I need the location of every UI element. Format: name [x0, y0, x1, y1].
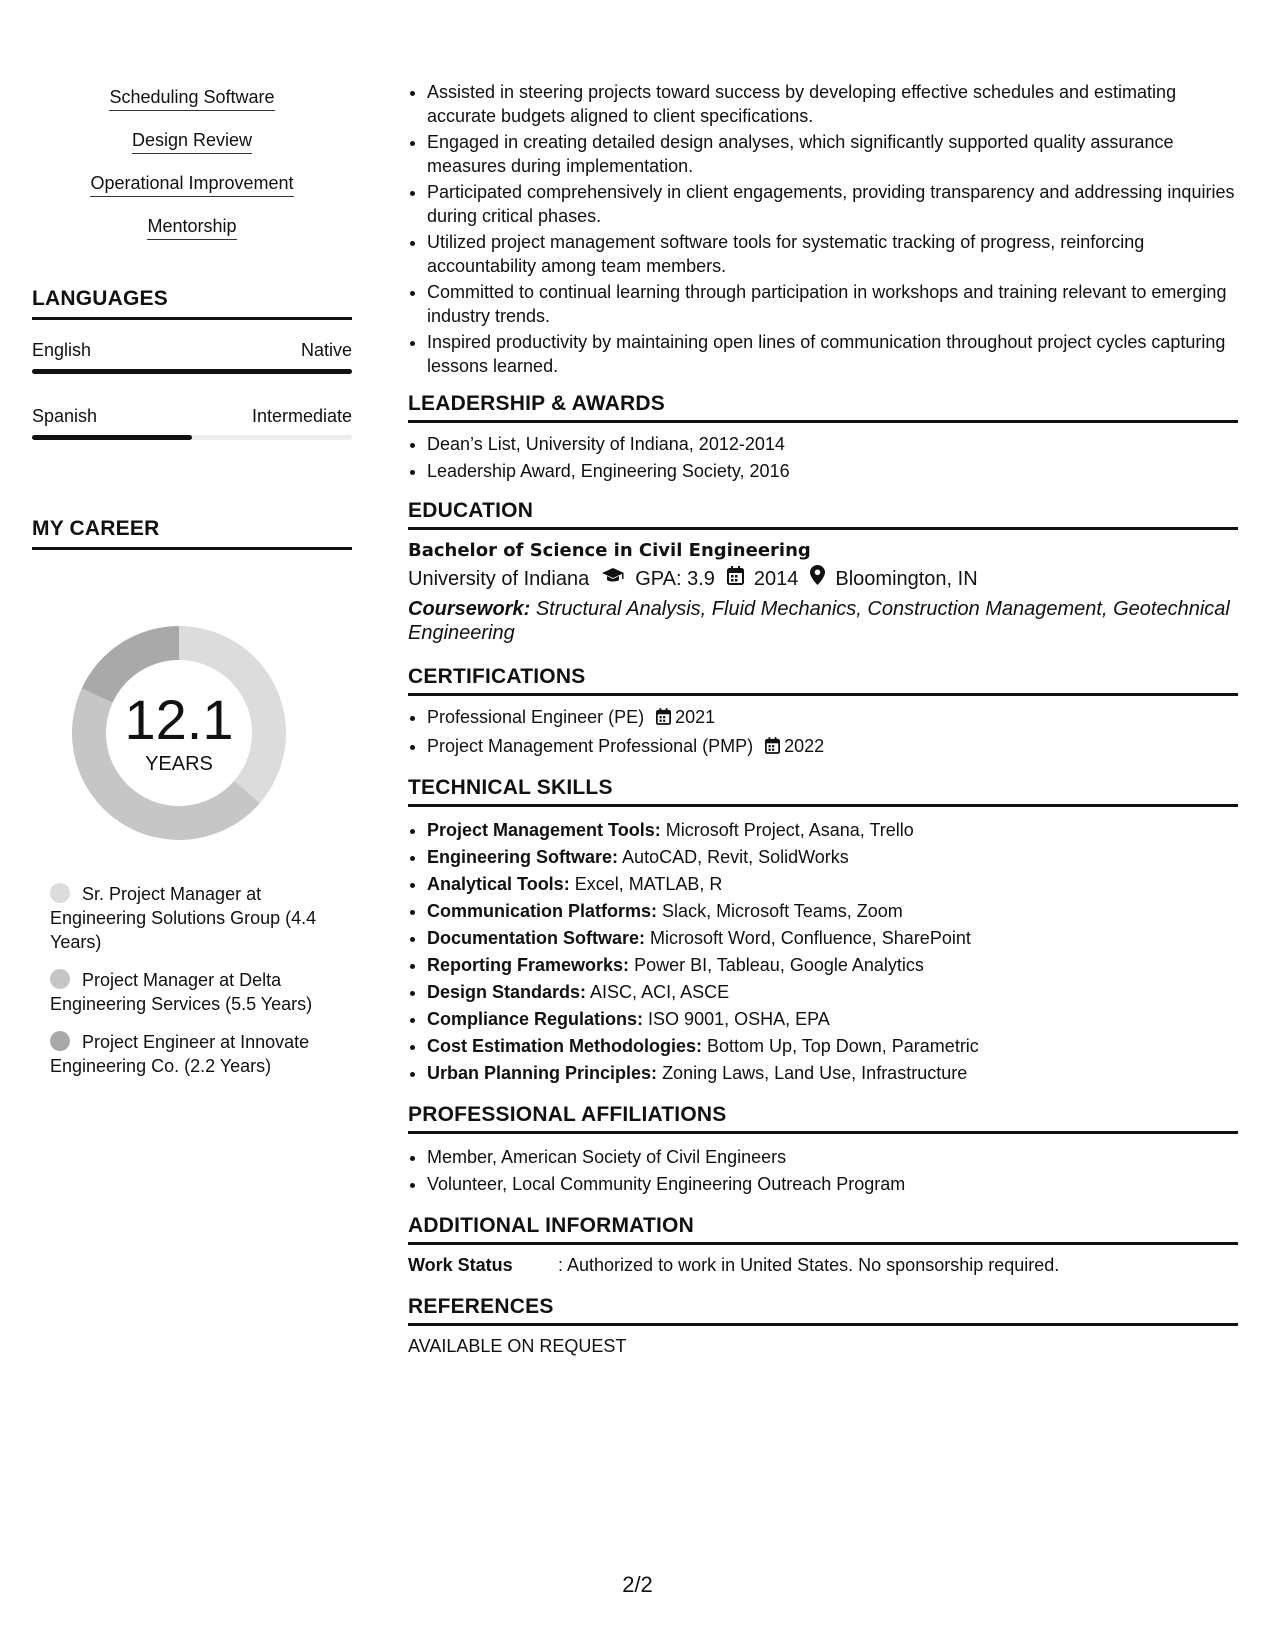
language-name: Spanish — [32, 406, 98, 426]
skill-values: Bottom Up, Top Down, Parametric — [707, 1036, 979, 1056]
section-title: REFERENCES — [408, 1295, 1238, 1326]
skill-values: ISO 9001, OSHA, EPA — [648, 1009, 830, 1029]
technical-skill-item — [427, 1006, 1238, 1033]
affiliations-list — [408, 1144, 1238, 1198]
technical-skill-item — [427, 925, 1238, 952]
career-heading: MY CAREER — [32, 517, 352, 550]
technical-skill-item — [427, 817, 1238, 844]
technical-skill-item — [427, 1060, 1238, 1087]
calendar-icon — [727, 565, 744, 593]
work-status-value: : Authorized to work in United States. No sponsorship required. — [558, 1255, 1060, 1275]
technical-skills-list — [408, 817, 1238, 1087]
career-legend-item — [50, 882, 340, 954]
skill-values: Power BI, Tableau, Google Analytics — [634, 955, 924, 975]
location-pin-icon — [810, 565, 825, 593]
skill-category: Cost Estimation Methodologies: — [427, 1036, 703, 1056]
main-column — [408, 80, 1238, 1357]
calendar-icon — [656, 706, 671, 733]
list-item: • Dean’s List, University of Indiana, 2012-2014 — [427, 431, 1238, 458]
experience-bullet: • Utilized project management software tools for systematic tracking of progress, reinforcing accountability among team members. — [427, 230, 1238, 278]
skill-item: Scheduling Software — [109, 86, 274, 111]
experience-bullet: • Committed to continual learning through participation in workshops and training relevant to emerging industry trends. — [427, 280, 1238, 328]
references-section — [408, 1295, 1238, 1357]
technical-skill-item — [427, 871, 1238, 898]
work-status-row — [408, 1253, 1238, 1277]
graduation-cap-icon — [601, 565, 625, 593]
list-item: • Volunteer, Local Community Engineering Outreach Program — [427, 1171, 1238, 1198]
certifications-section — [408, 665, 1238, 762]
legend-dot — [50, 883, 70, 903]
experience-bullet: • Engaged in creating detailed design analyses, which significantly supported quality assurance measures during implementation. — [427, 130, 1238, 178]
skill-category: Design Standards: — [427, 982, 587, 1002]
experience-bullet: • Inspired productivity by maintaining open lines of communication throughout project cycles capturing lessons learned. — [427, 330, 1238, 378]
section-title: PROFESSIONAL AFFILIATIONS — [408, 1103, 1238, 1134]
education-details — [408, 565, 1238, 593]
section-title: TECHNICAL SKILLS — [408, 776, 1238, 807]
list-item: • Member, American Society of Civil Engineers — [427, 1144, 1238, 1171]
affiliations-section — [408, 1103, 1238, 1198]
page-number: 2/2 — [622, 1572, 653, 1597]
work-status-label: Work Status — [408, 1255, 513, 1275]
career-legend — [50, 882, 340, 1092]
list-item: • Leadership Award, Engineering Society, 2016 — [427, 458, 1238, 485]
technical-skill-item — [427, 844, 1238, 871]
certification-name: Professional Engineer (PE) — [427, 707, 645, 727]
language-level: Intermediate — [251, 406, 352, 426]
technical-skills-section — [408, 776, 1238, 1087]
skill-category: Compliance Regulations: — [427, 1009, 644, 1029]
language-proficiency-fill — [32, 435, 192, 440]
gpa: GPA: 3.9 — [635, 568, 715, 590]
career-legend-item — [50, 1030, 340, 1078]
skill-item: Operational Improvement — [90, 172, 293, 197]
certification-item — [427, 733, 1238, 762]
skill-category: Communication Platforms: — [427, 901, 658, 921]
skill-item: Mentorship — [147, 215, 236, 240]
calendar-icon — [765, 735, 780, 762]
skill-values: Zoning Laws, Land Use, Infrastructure — [662, 1063, 968, 1083]
legend-dot — [50, 1031, 70, 1051]
certification-year: 2021 — [675, 707, 716, 727]
certification-year: 2022 — [784, 736, 825, 756]
career-donut-chart — [64, 618, 294, 848]
certification-name: Project Management Professional (PMP) — [427, 736, 754, 756]
section-title: CERTIFICATIONS — [408, 665, 1238, 696]
career-legend-label: Project Engineer at Innovate Engineering Co. (2.2 Years) — [50, 1032, 310, 1076]
school-name: University of Indiana — [408, 568, 590, 590]
skill-values: Microsoft Word, Confluence, SharePoint — [650, 928, 971, 948]
career-total-unit: YEARS — [145, 753, 213, 775]
skill-category: Urban Planning Principles: — [427, 1063, 658, 1083]
coursework-list: Structural Analysis, Fluid Mechanics, Construction Management, Geotechnical Engineering — [408, 598, 1230, 644]
skill-item: Design Review — [132, 129, 252, 154]
experience-bullet: • Participated comprehensively in client engagements, providing transparency and addressing inquiries during critical phases. — [427, 180, 1238, 228]
technical-skill-item — [427, 1033, 1238, 1060]
skill-values: Excel, MATLAB, R — [574, 874, 723, 894]
skill-values: AISC, ACI, ASCE — [590, 982, 730, 1002]
career-total-number: 12.1 — [124, 688, 234, 751]
skill-values: Slack, Microsoft Teams, Zoom — [662, 901, 903, 921]
skill-category: Project Management Tools: — [427, 820, 661, 840]
leadership-list — [408, 431, 1238, 485]
language-level: Native — [300, 340, 352, 360]
school-location: Bloomington, IN — [835, 568, 978, 590]
section-title: EDUCATION — [408, 499, 1238, 530]
language-proficiency-bar — [32, 435, 352, 440]
skill-category: Reporting Frameworks: — [427, 955, 630, 975]
leadership-section — [408, 392, 1238, 485]
references-text: AVAILABLE ON REQUEST — [408, 1336, 627, 1356]
skills-list — [32, 86, 352, 258]
certification-item — [427, 704, 1238, 733]
career-legend-label: Project Manager at Delta Engineering Services (5.5 Years) — [50, 970, 313, 1014]
certifications-list — [408, 704, 1238, 762]
technical-skill-item — [427, 979, 1238, 1006]
language-proficiency-fill — [32, 369, 352, 374]
language-proficiency-bar — [32, 369, 352, 374]
education-section — [408, 499, 1238, 645]
additional-info-section — [408, 1214, 1238, 1277]
section-title: ADDITIONAL INFORMATION — [408, 1214, 1238, 1245]
coursework-label: Coursework: — [408, 598, 531, 620]
technical-skill-item — [427, 898, 1238, 925]
career-total — [64, 618, 294, 848]
languages-heading: LANGUAGES — [32, 287, 352, 320]
graduation-year: 2014 — [753, 568, 799, 590]
skill-values: Microsoft Project, Asana, Trello — [665, 820, 914, 840]
experience-bullets — [408, 80, 1238, 378]
legend-dot — [50, 969, 70, 989]
career-legend-item — [50, 968, 340, 1016]
coursework — [408, 597, 1238, 645]
skill-category: Engineering Software: — [427, 847, 619, 867]
skill-category: Analytical Tools: — [427, 874, 570, 894]
career-legend-label: Sr. Project Manager at Engineering Solutions Group (4.4 Years) — [50, 884, 317, 952]
skill-category: Documentation Software: — [427, 928, 646, 948]
skill-values: AutoCAD, Revit, SolidWorks — [622, 847, 849, 867]
experience-bullet: • Assisted in steering projects toward success by developing effective schedules and estimating accurate budgets aligned to client specifications. — [427, 80, 1238, 128]
section-title: LEADERSHIP & AWARDS — [408, 392, 1238, 423]
technical-skill-item — [427, 952, 1238, 979]
degree-title: Bachelor of Science in Civil Engineering — [408, 540, 811, 561]
language-name: English — [32, 340, 92, 360]
